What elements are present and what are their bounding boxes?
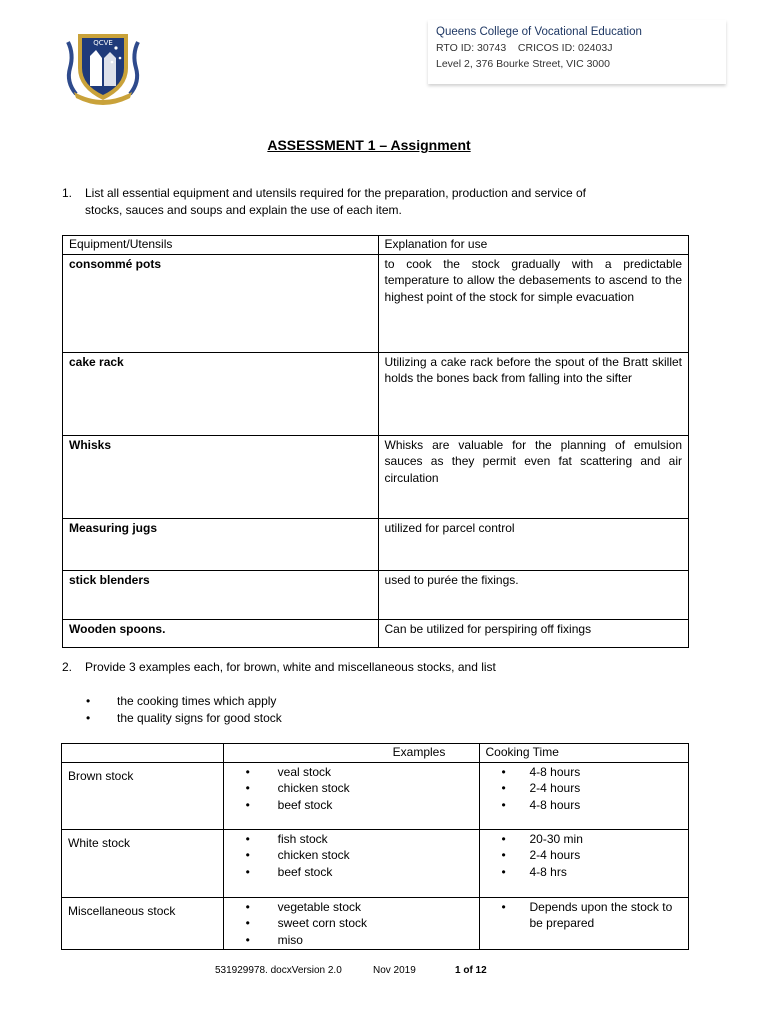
table-row [63, 435, 689, 518]
list-item: • Depends upon the stock to be prepared [502, 899, 683, 932]
table-row [63, 254, 689, 352]
equipment-item: Measuring jugs [63, 518, 379, 570]
table-header-row [63, 236, 689, 255]
list-item: • sweet corn stock [246, 915, 473, 932]
question-2-number: 2. [62, 660, 73, 674]
equipment-table [62, 235, 689, 648]
institution-name: Queens College of Vocational Education [436, 26, 642, 38]
stock-examples [223, 829, 479, 897]
list-item [86, 693, 276, 710]
list-item-text: the quality signs for good stock [117, 711, 282, 725]
list-item: • beef stock [246, 864, 473, 881]
bullet-icon: • [86, 711, 91, 725]
list-item: • fish stock [246, 831, 473, 848]
stock-examples [223, 762, 479, 829]
list-item: • beef stock [246, 797, 473, 814]
cooking-times [479, 762, 689, 829]
question-2 [62, 659, 496, 676]
list-item: • vegetable stock [246, 899, 473, 916]
list-item: • miso [246, 932, 473, 949]
equipment-use: Utilizing a cake rack before the spout of the Bratt skillet holds the bones back from falling into the sifter [378, 352, 688, 435]
list-item: • chicken stock [246, 847, 473, 864]
stocks-table [61, 743, 689, 950]
stock-type [62, 829, 224, 897]
equipment-use: Whisks are valuable for the planning of emulsion sauces as they permit even fat scattering and air circulation [378, 435, 688, 518]
table-row [63, 619, 689, 647]
cooking-times [479, 897, 689, 950]
question-2-text: Provide 3 examples each, for brown, white and miscellaneous stocks, and list [85, 660, 496, 674]
question-1 [62, 185, 586, 219]
header-equipment: Equipment/Utensils [63, 236, 379, 255]
list-item: • 2-4 hours [502, 847, 683, 864]
stock-type [62, 897, 224, 950]
equipment-item: stick blenders [63, 570, 379, 619]
rto-cricos-ids: RTO ID: 30743 CRICOS ID: 02403J [436, 42, 613, 54]
stock-examples [223, 897, 479, 950]
list-item: • 20-30 min [502, 831, 683, 848]
equipment-use: Can be utilized for perspiring off fixings [378, 619, 688, 647]
table-row [62, 762, 689, 829]
table-row [63, 570, 689, 619]
equipment-use: used to purée the fixings. [378, 570, 688, 619]
table-row [62, 897, 689, 950]
header-examples: Examples [223, 744, 479, 763]
table-row [63, 352, 689, 435]
stock-type-label: White stock [68, 835, 131, 850]
list-item: • chicken stock [246, 780, 473, 797]
list-item: • 4-8 hrs [502, 864, 683, 881]
header-blank [62, 744, 224, 763]
equipment-use: utilized for parcel control [378, 518, 688, 570]
question-1-line-1: List all essential equipment and utensils required for the preparation, production and service of [85, 186, 586, 200]
question-1-line-2: stocks, sauces and soups and explain the use of each item. [85, 203, 402, 217]
stock-type [62, 762, 224, 829]
equipment-item: cake rack [63, 352, 379, 435]
assessment-title: ASSESSMENT 1 – Assignment [267, 137, 471, 153]
equipment-item: consommé pots [63, 254, 379, 352]
stock-type-label: Brown stock [68, 768, 134, 783]
header-cooking-time: Cooking Time [479, 744, 689, 763]
bullet-icon: • [86, 694, 91, 708]
header-explanation: Explanation for use [378, 236, 688, 255]
institution-info-box [428, 20, 726, 84]
college-crest-logo [60, 28, 146, 106]
footer-doc-version: 531929978. docxVersion 2.0 [215, 965, 342, 976]
table-header-row [62, 744, 689, 763]
cooking-times [479, 829, 689, 897]
footer-page-number: 1 of 12 [455, 965, 487, 976]
list-item [86, 710, 282, 727]
table-row [62, 829, 689, 897]
list-item-text: the cooking times which apply [117, 694, 277, 708]
footer-date: Nov 2019 [373, 965, 416, 976]
stock-type-label: Miscellaneous stock [68, 903, 176, 918]
table-row [63, 518, 689, 570]
equipment-use: to cook the stock gradually with a predictable temperature to allow the debasements to ascend to the highest point of the stock for simple evacuation [378, 254, 688, 352]
equipment-item: Whisks [63, 435, 379, 518]
list-item: • 4-8 hours [502, 764, 683, 781]
list-item: • veal stock [246, 764, 473, 781]
list-item: • 4-8 hours [502, 797, 683, 814]
list-item: • 2-4 hours [502, 780, 683, 797]
institution-address: Level 2, 376 Bourke Street, VIC 3000 [436, 58, 610, 70]
logo-letters: QCVE [93, 39, 113, 47]
equipment-item: Wooden spoons. [63, 619, 379, 647]
question-1-number: 1. [62, 186, 73, 200]
